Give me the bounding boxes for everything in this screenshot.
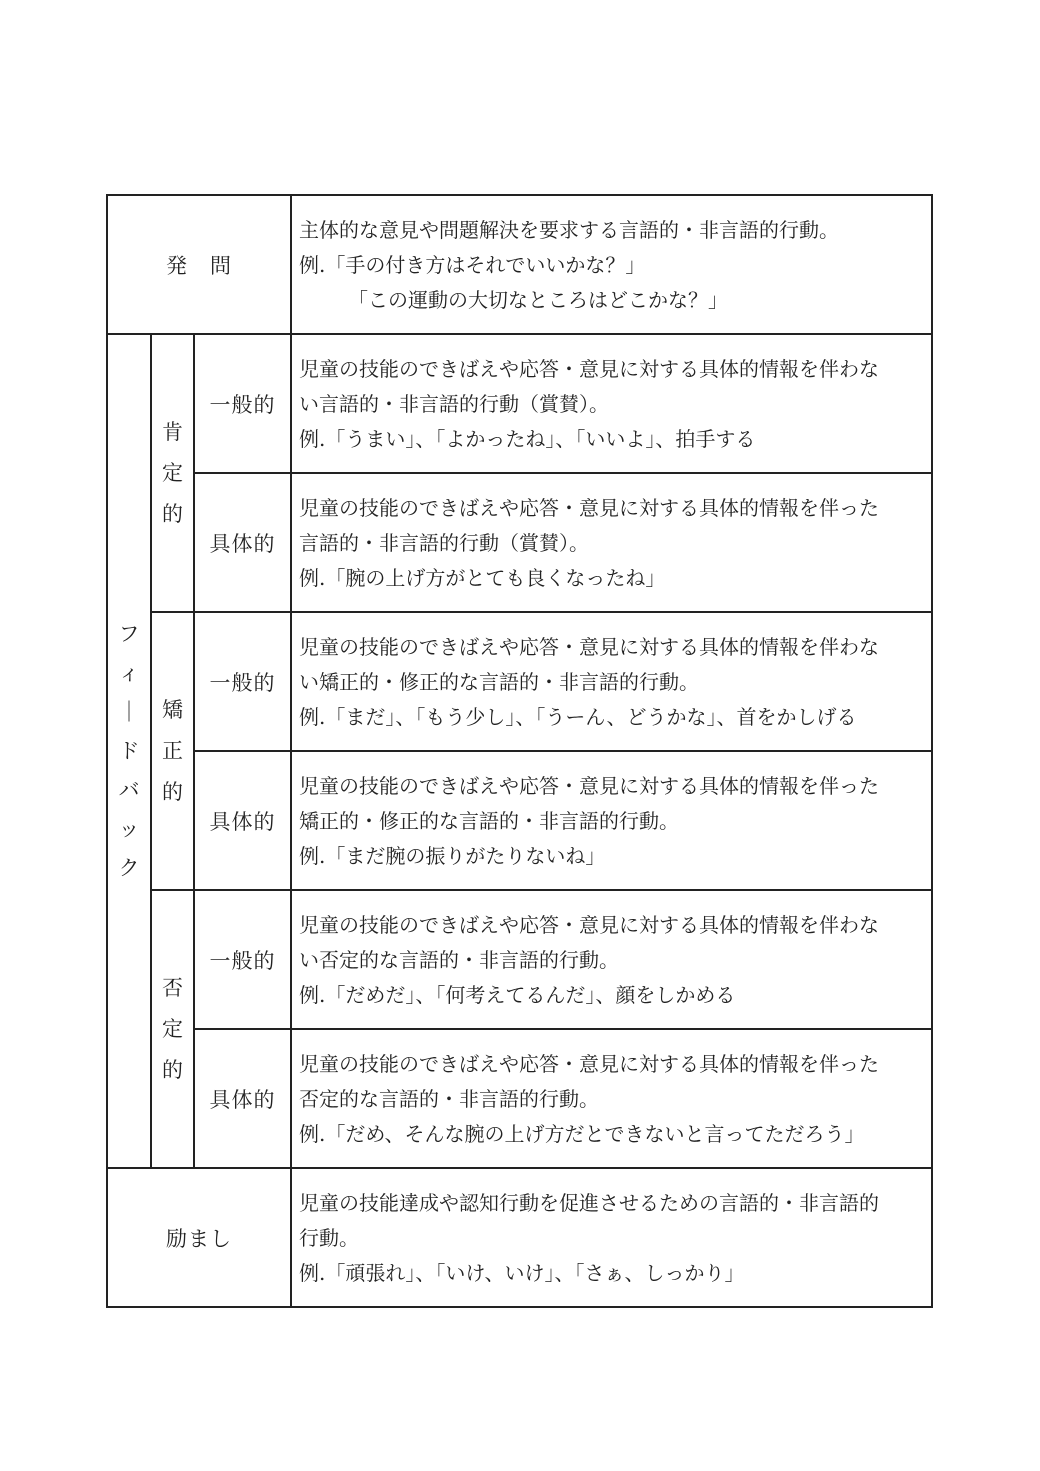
desc-hatsumon [291, 195, 932, 334]
vertical-char: 肯 [162, 419, 183, 444]
desc-line: 児童の技能のできばえや応答・意見に対する具体的情報を伴った [299, 1051, 879, 1076]
desc-line: 例.「手の付き方はそれでいいかな？」 [299, 252, 646, 277]
desc-positive-specific [291, 473, 932, 612]
vertical-char: フ [118, 621, 140, 646]
desc-line: 例.「腕の上げ方がとても良くなったね」 [299, 565, 666, 590]
row-negative-specific [107, 1029, 932, 1168]
row-corrective-general [107, 612, 932, 751]
row-hagemashi [107, 1168, 932, 1307]
desc-line: 児童の技能のできばえや応答・意見に対する具体的情報を伴わな [299, 634, 879, 659]
desc-negative-specific [291, 1029, 932, 1168]
desc-line: 主体的な意見や問題解決を要求する言語的・非言語的行動。 [299, 217, 839, 242]
vertical-char: 否 [162, 975, 183, 1000]
desc-corrective-general [291, 612, 932, 751]
desc-line: 例.「まだ腕の振りがたりないね」 [299, 843, 606, 868]
vertical-char: 矯 [162, 697, 183, 722]
type-label: 具体的 [194, 473, 291, 612]
label-hagemashi: 励まし [107, 1168, 291, 1307]
row-hatsumon [107, 195, 932, 334]
desc-line: 児童の技能のできばえや応答・意見に対する具体的情報を伴わな [299, 356, 879, 381]
label-negative [151, 890, 194, 1168]
type-label: 具体的 [194, 751, 291, 890]
vertical-char: 的 [162, 501, 183, 526]
vertical-char: ィ [118, 660, 140, 685]
type-label: 具体的 [194, 1029, 291, 1168]
desc-line: 児童の技能のできばえや応答・意見に対する具体的情報を伴った [299, 773, 879, 798]
vertical-char: バ [118, 777, 140, 802]
vertical-char: 的 [162, 1057, 183, 1082]
vertical-char: 正 [162, 738, 183, 763]
desc-line: 行動。 [299, 1225, 359, 1250]
type-label: 一般的 [194, 890, 291, 1029]
row-negative-general [107, 890, 932, 1029]
desc-line: 例.「だめ、そんな腕の上げ方だとできないと言ってただろう」 [299, 1121, 865, 1146]
desc-line: い否定的な言語的・非言語的行動。 [299, 947, 619, 972]
vertical-char: ク [118, 855, 140, 880]
row-positive-general [107, 334, 932, 473]
desc-line: い矯正的・修正的な言語的・非言語的行動。 [299, 669, 699, 694]
behavior-category-table [106, 194, 933, 1308]
desc-line: 児童の技能のできばえや応答・意見に対する具体的情報を伴った [299, 495, 879, 520]
desc-hagemashi [291, 1168, 932, 1307]
desc-line: 「この運動の大切なところはどこかな？」 [348, 287, 728, 312]
label-feedback [107, 334, 151, 1168]
desc-line: 矯正的・修正的な言語的・非言語的行動。 [299, 808, 679, 833]
desc-line: 否定的な言語的・非言語的行動。 [299, 1086, 599, 1111]
desc-line: 児童の技能のできばえや応答・意見に対する具体的情報を伴わな [299, 912, 879, 937]
type-label: 一般的 [194, 612, 291, 751]
desc-line: 児童の技能達成や認知行動を促進させるための言語的・非言語的 [299, 1190, 879, 1215]
desc-line: 例.「まだ」、「もう少し」、「うーん、どうかな」、首をかしげる [299, 704, 857, 729]
vertical-char: 定 [162, 460, 183, 485]
vertical-char: ド [118, 738, 140, 763]
label-hatsumon: 発 問 [107, 195, 291, 334]
desc-line: 言語的・非言語的行動（賞賛）。 [299, 530, 589, 555]
desc-line: い言語的・非言語的行動（賞賛）。 [299, 391, 609, 416]
desc-positive-general [291, 334, 932, 473]
vertical-char: 定 [162, 1016, 183, 1041]
label-positive [151, 334, 194, 612]
desc-corrective-specific [291, 751, 932, 890]
desc-line: 例.「頑張れ」、「いけ、いけ」、「さぁ、しっかり」 [299, 1260, 745, 1285]
desc-line: 例.「だめだ」、「何考えてるんだ」、顔をしかめる [299, 982, 736, 1007]
vertical-char: ッ [118, 816, 140, 841]
row-corrective-specific [107, 751, 932, 890]
desc-negative-general [291, 890, 932, 1029]
type-label: 一般的 [194, 334, 291, 473]
row-positive-specific [107, 473, 932, 612]
vertical-char: ｜ [118, 699, 140, 724]
label-corrective [151, 612, 194, 890]
desc-line: 例.「うまい」、「よかったね」、「いいよ」、拍手する [299, 426, 756, 451]
vertical-char: 的 [162, 779, 183, 804]
